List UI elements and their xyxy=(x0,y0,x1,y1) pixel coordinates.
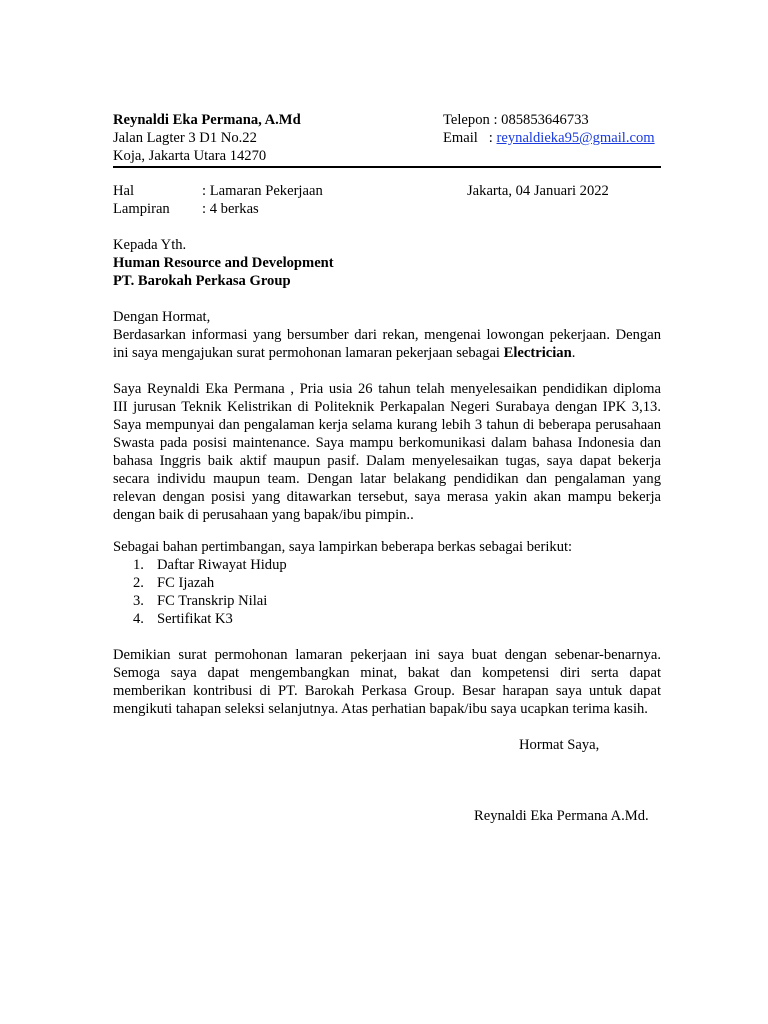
paragraph-profile-line: Saya Reynaldi Eka Permana , Pria usia 26 tahun telah menyelesaikan pendidikan diploma xyxy=(113,381,661,397)
paragraph-profile-line: dengan baik di perusahaan yang bapak/ibu pimpin.. xyxy=(113,507,414,523)
paragraph-closing xyxy=(113,646,661,718)
sender-address-line1: Jalan Lagter 3 D1 No.22 xyxy=(113,130,257,146)
header-divider xyxy=(113,166,661,168)
sender-name: Reynaldi Eka Permana, A.Md xyxy=(113,112,301,128)
intro-text: ini saya mengajukan surat permohonan lamaran pekerjaan sebagai xyxy=(113,345,504,361)
list-item xyxy=(133,592,287,610)
paragraph-closing-line: Demikian surat permohonan lamaran pekerjaan ini saya buat dengan sebenar-benarnya. xyxy=(113,647,661,663)
attachments-list xyxy=(133,556,287,628)
list-item xyxy=(133,556,287,574)
sender-email-link[interactable]: reynaldieka95@gmail.com xyxy=(496,130,655,146)
position-title: Electrician xyxy=(503,345,572,361)
paragraph-profile-line: secara individu maupun team. Dengan latar belakang pendidikan dan pengalaman yang xyxy=(113,471,661,487)
lampiran-label: Lampiran xyxy=(113,201,170,217)
list-item xyxy=(133,610,287,628)
recipient-company: PT. Barokah Perkasa Group xyxy=(113,273,291,289)
hal-value: : Lamaran Pekerjaan xyxy=(202,183,323,199)
paragraph-profile-line: Saya mempunyai dan pengalaman kerja selama kurang lebih 3 tahun di beberapa perusahaan xyxy=(113,417,661,433)
list-number: 3. xyxy=(133,593,144,609)
signature-name: Reynaldi Eka Permana A.Md. xyxy=(474,808,649,824)
intro-period: . xyxy=(571,345,576,361)
sender-email-label: Email : xyxy=(443,130,497,146)
hal-label: Hal xyxy=(113,183,135,199)
list-label: Daftar Riwayat Hidup xyxy=(157,557,287,573)
place-date: Jakarta, 04 Januari 2022 xyxy=(467,183,609,199)
paragraph-profile-line: relevan dengan posisi yang ditawarkan tersebut, saya merasa yakin akan mampu bekerja xyxy=(113,489,661,505)
list-number: 4. xyxy=(133,611,144,627)
paragraph-profile xyxy=(113,380,661,524)
recipient-greeting: Kepada Yth. xyxy=(113,237,187,253)
attachments-intro: Sebagai bahan pertimbangan, saya lampirkan beberapa berkas sebagai berikut: xyxy=(113,539,573,555)
paragraph-closing-line: mengikuti tahapan seleksi selanjutnya. Atas perhatian bapak/ibu saya ucapkan terima kasih. xyxy=(113,701,648,717)
closing-regards: Hormat Saya, xyxy=(519,737,600,753)
paragraph-intro xyxy=(113,326,661,362)
list-label: FC Transkrip Nilai xyxy=(157,593,268,609)
lampiran-value: : 4 berkas xyxy=(202,201,259,217)
paragraph-profile-line: bahasa Inggris baik aktif maupun pasif. Dalam menyelesaikan tugas, saya dapat bekerja xyxy=(113,453,661,469)
paragraph-profile-line: Swasta pada posisi maintenance. Saya mampu berkomunikasi dalam bahasa Indonesia dan xyxy=(113,435,661,451)
sender-email-row xyxy=(443,129,655,147)
list-number: 1. xyxy=(133,557,144,573)
paragraph-closing-line: Semoga saya dapat mengembangkan minat, bakat dan kompetensi diri serta dapat xyxy=(113,665,661,681)
paragraph-intro-line xyxy=(113,344,661,362)
paragraph-intro-line: Berdasarkan informasi yang bersumber dari rekan, mengenai lowongan pekerjaan. Dengan xyxy=(113,327,661,343)
sender-phone: Telepon : 085853646733 xyxy=(443,112,589,128)
recipient-department: Human Resource and Development xyxy=(113,255,334,271)
paragraph-profile-line: III jurusan Teknik Kelistrikan di Politeknik Perkapalan Negeri Surabaya dengan IPK 3,13. xyxy=(113,399,661,415)
paragraph-closing-line: memberikan kontribusi di PT. Barokah Perkasa Group. Besar harapan saya untuk dapat xyxy=(113,683,661,699)
salutation: Dengan Hormat, xyxy=(113,309,211,325)
list-label: Sertifikat K3 xyxy=(157,611,233,627)
list-number: 2. xyxy=(133,575,144,591)
sender-address-line2: Koja, Jakarta Utara 14270 xyxy=(113,148,267,164)
list-item xyxy=(133,574,287,592)
list-label: FC Ijazah xyxy=(157,575,215,591)
